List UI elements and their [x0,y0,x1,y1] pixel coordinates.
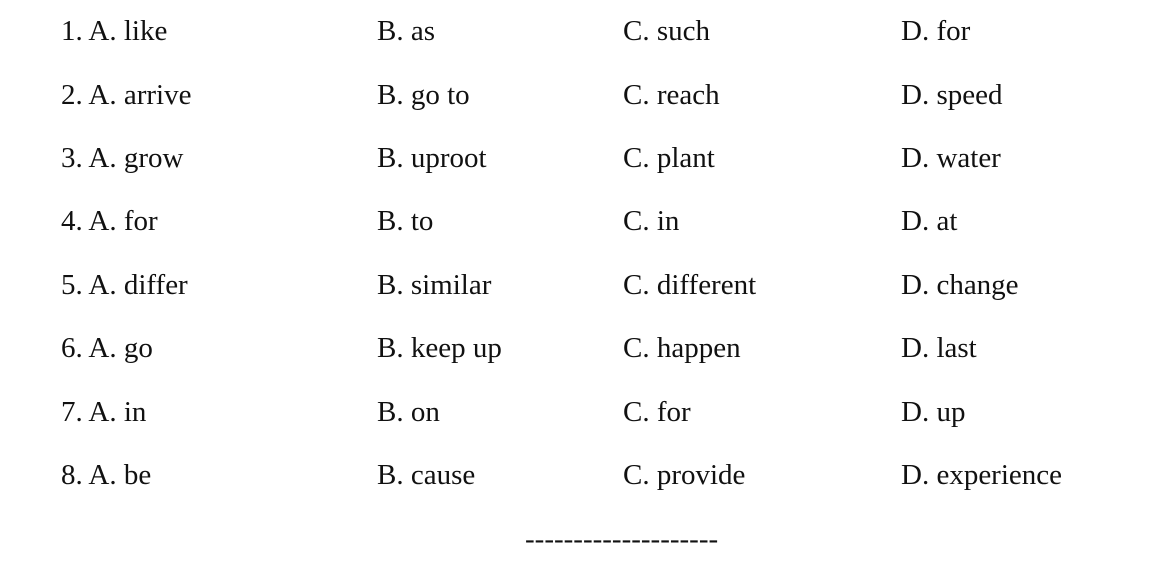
question-row-6 [0,328,1155,368]
option-d: D. up [901,396,966,428]
option-c: C. plant [623,142,715,174]
option-c: C. for [623,396,691,428]
option-b: B. to [377,205,434,237]
option-b: B. on [377,396,440,428]
option-a: 2. A. arrive [61,79,192,111]
option-c: C. such [623,15,710,47]
dashed-separator: -------------------- [525,523,719,555]
question-row-3 [0,138,1155,178]
question-row-1 [0,11,1155,51]
option-a: 4. A. for [61,205,158,237]
option-c: C. in [623,205,680,237]
option-d: D. change [901,269,1019,301]
question-row-7 [0,392,1155,432]
option-b: B. go to [377,79,470,111]
option-a: 3. A. grow [61,142,184,174]
option-d: D. experience [901,459,1063,491]
question-row-5 [0,265,1155,305]
option-a: 7. A. in [61,396,147,428]
option-b: B. as [377,15,435,47]
option-c: C. reach [623,79,720,111]
option-d: D. at [901,205,958,237]
option-b: B. cause [377,459,476,491]
option-b: B. uproot [377,142,487,174]
option-a: 6. A. go [61,332,153,364]
question-row-8 [0,455,1155,495]
option-b: B. keep up [377,332,502,364]
question-row-4 [0,201,1155,241]
option-a: 5. A. differ [61,269,188,301]
option-a: 8. A. be [61,459,152,491]
question-row-2 [0,75,1155,115]
option-c: C. different [623,269,757,301]
option-d: D. last [901,332,977,364]
option-a: 1. A. like [61,15,168,47]
option-c: C. happen [623,332,741,364]
option-d: D. for [901,15,971,47]
option-c: C. provide [623,459,746,491]
option-d: D. water [901,142,1001,174]
option-d: D. speed [901,79,1003,111]
option-b: B. similar [377,269,492,301]
